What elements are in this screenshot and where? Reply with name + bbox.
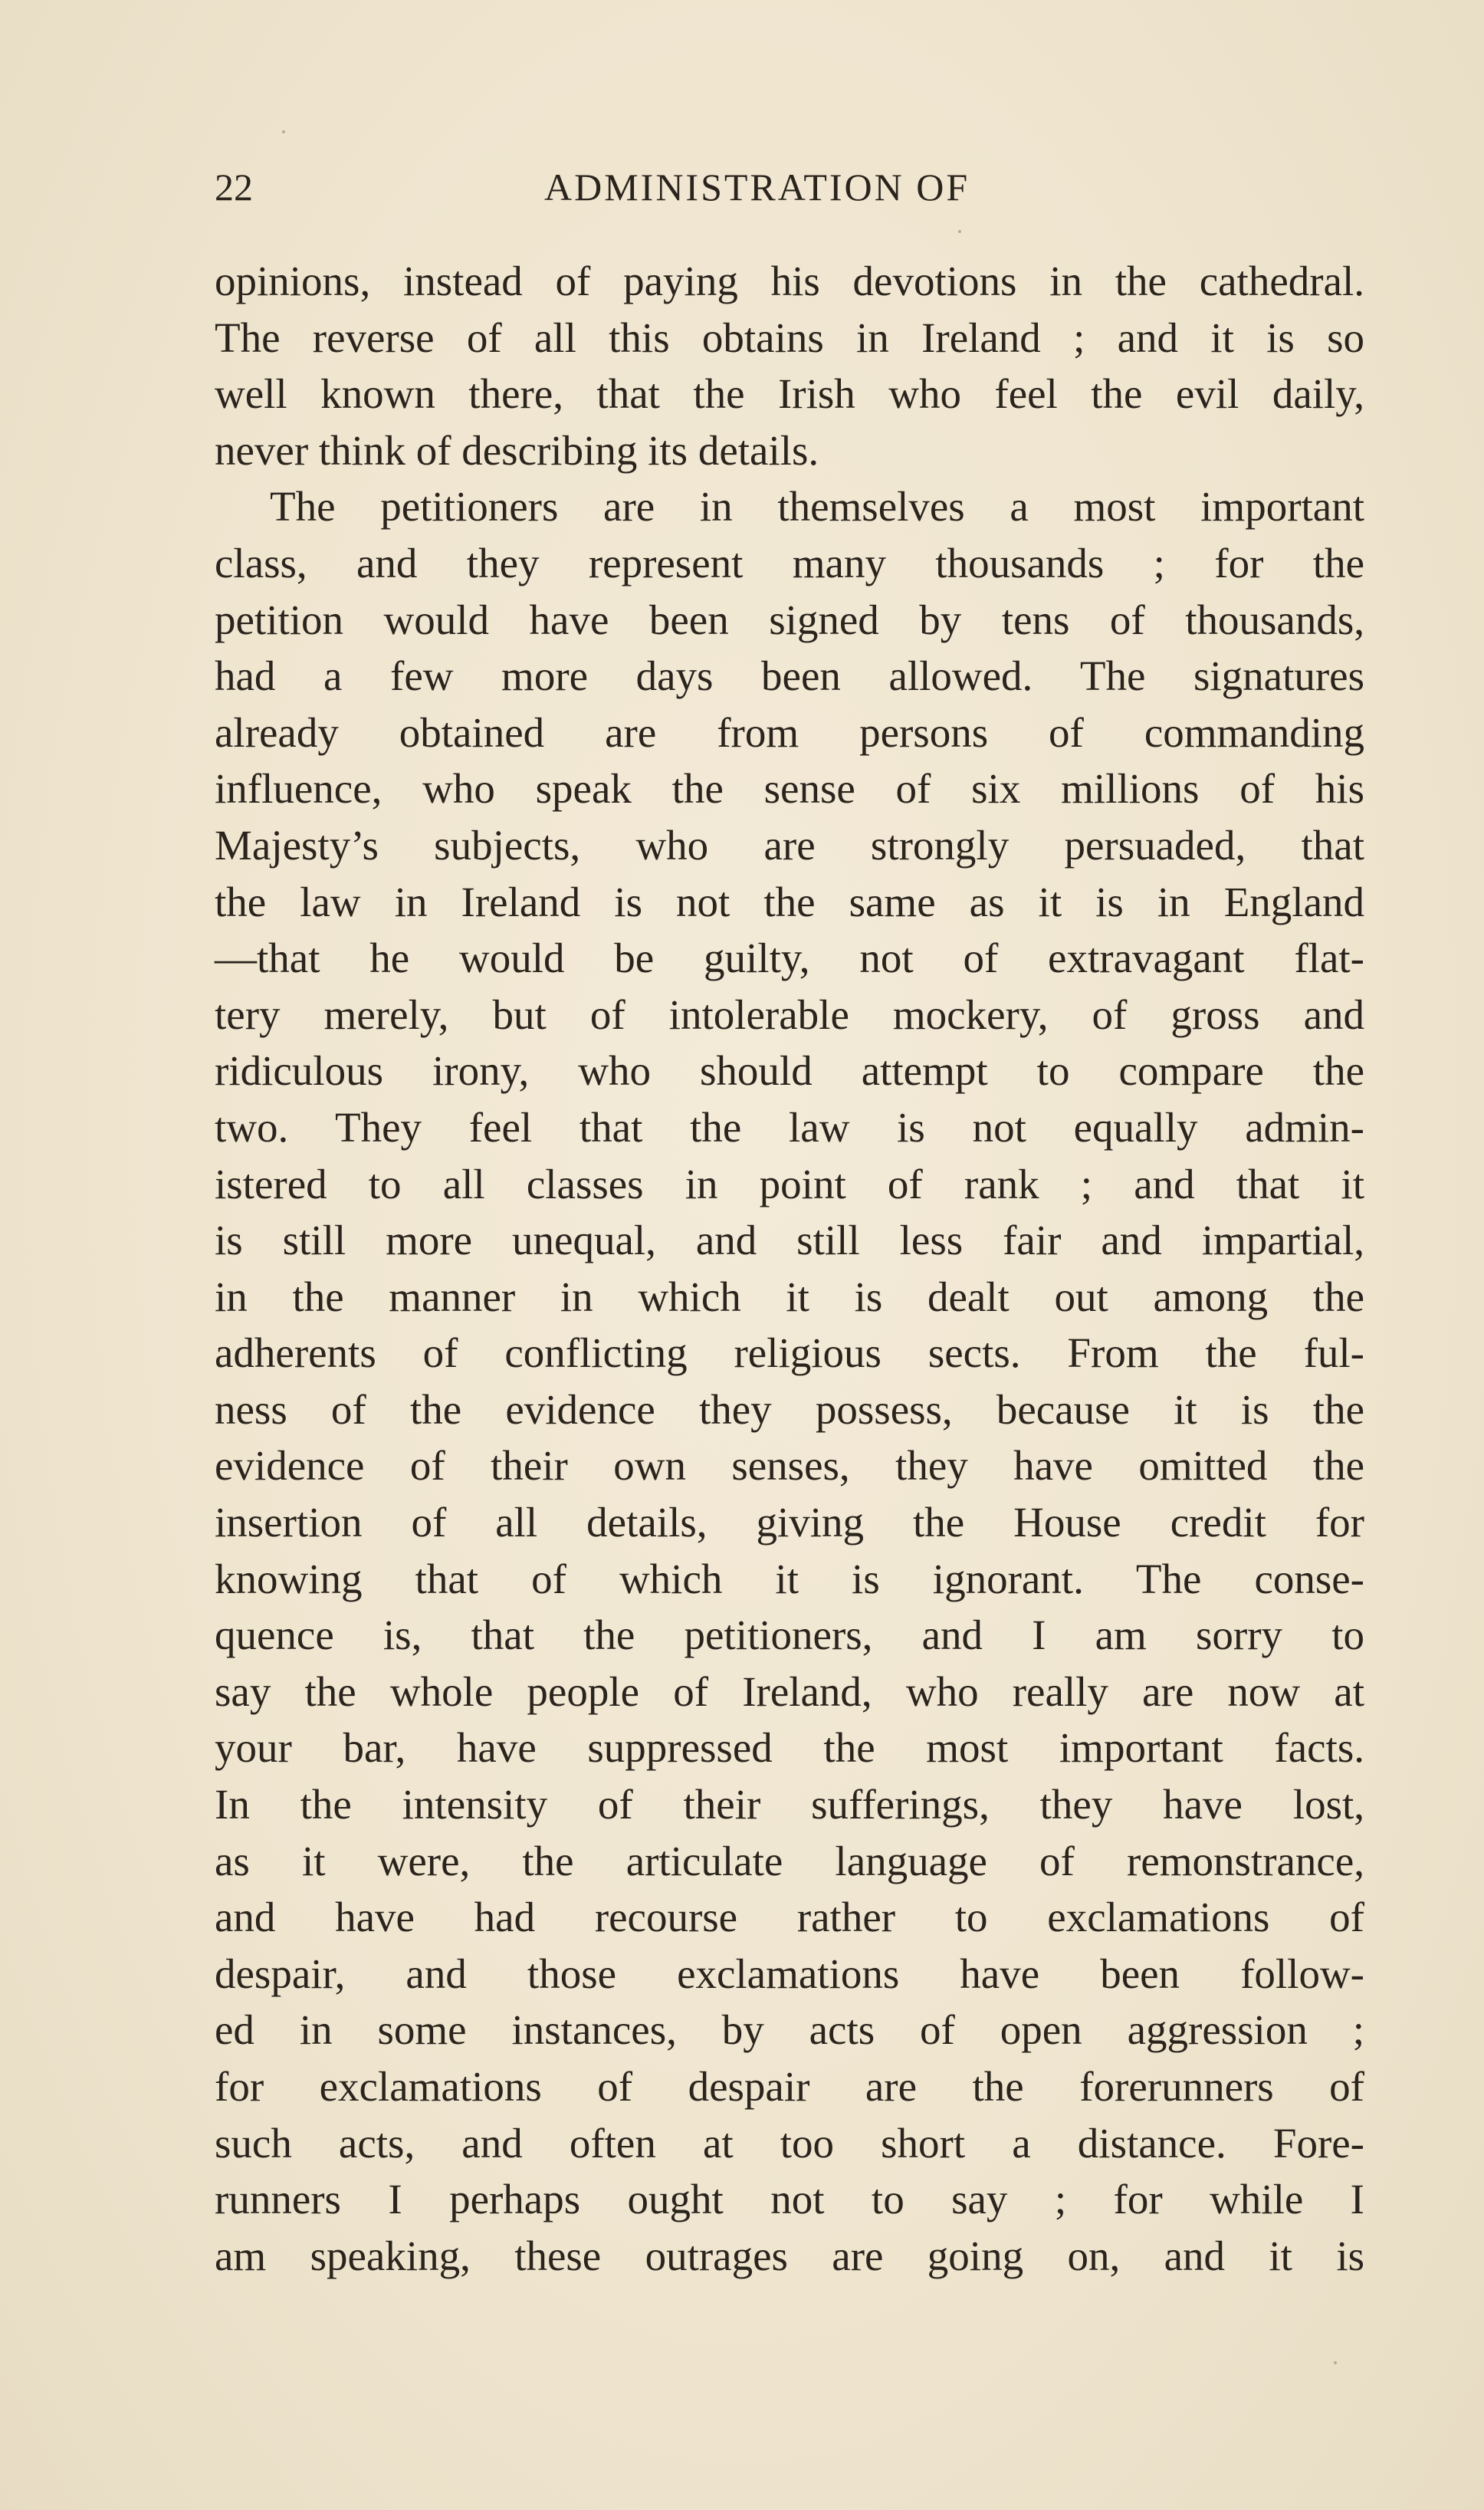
text-line: am speaking, these outrages are going on, and it is xyxy=(215,2232,1364,2279)
text-line: well known there, that the Irish who feel the evil daily, xyxy=(215,370,1364,418)
text-line: say the whole people of Ireland, who really are now at xyxy=(215,1667,1364,1715)
text-line: your bar, have suppressed the most important facts. xyxy=(215,1724,1364,1772)
text-line: runners I perhaps ought not to say ; for while I xyxy=(215,2176,1364,2223)
text-line: already obtained are from persons of commanding xyxy=(215,708,1364,756)
text-line: The petitioners are in themselves a most important xyxy=(270,483,1364,531)
text-line: for exclamations of despair are the forerunners of xyxy=(215,2063,1364,2110)
text-line: despair, and those exclamations have been follow- xyxy=(215,1950,1364,1997)
text-line: In the intensity of their sufferings, they have lost, xyxy=(215,1781,1364,1828)
text-line: istered to all classes in point of rank ; and that it xyxy=(215,1160,1364,1207)
paper-speck xyxy=(282,130,285,133)
text-line: adherents of conflicting religious sects. From the ful- xyxy=(215,1329,1364,1377)
text-line: two. They feel that the law is not equally admin- xyxy=(215,1103,1364,1151)
text-line: is still more unequal, and still less fair and impartial, xyxy=(215,1217,1364,1264)
text-line: opinions, instead of paying his devotions in the cathedral. xyxy=(215,258,1364,304)
paper-speck xyxy=(1334,2361,1337,2364)
text-line: had a few more days been allowed. The signatures xyxy=(215,652,1364,700)
paper-speck xyxy=(958,230,961,233)
text-line: quence is, that the petitioners, and I am sorry to xyxy=(215,1611,1364,1659)
text-line: evidence of their own senses, they have omitted the xyxy=(215,1442,1364,1490)
text-line: ridiculous irony, who should attempt to compare the xyxy=(215,1047,1364,1095)
text-line: as it were, the articulate language of remonstrance, xyxy=(215,1837,1364,1884)
text-line: influence, who speak the sense of six millions of his xyxy=(215,765,1364,813)
body-text xyxy=(215,253,1364,2284)
text-line: —that he would be guilty, not of extravagant flat- xyxy=(215,935,1364,982)
text-line: The reverse of all this obtains in Ireland ; and it is so xyxy=(215,314,1364,361)
text-line: Majesty’s subjects, who are strongly persuaded, that xyxy=(215,821,1364,869)
page-header xyxy=(215,165,1364,226)
text-line: such acts, and often at too short a distance. Fore- xyxy=(215,2119,1364,2167)
text-line: and have had recourse rather to exclamations of xyxy=(215,1894,1364,1941)
text-line: class, and they represent many thousands ; for the xyxy=(215,539,1364,586)
page-number: 22 xyxy=(215,166,253,209)
text-line: ness of the evidence they possess, because it is the xyxy=(215,1385,1364,1433)
text-line: in the manner in which it is dealt out among the xyxy=(215,1273,1364,1320)
text-line: petition would have been signed by tens of thousands, xyxy=(215,596,1364,643)
text-line: knowing that of which it is ignorant. The conse- xyxy=(215,1555,1364,1602)
text-line: never think of describing its details. xyxy=(215,426,819,474)
text-line: the law in Ireland is not the same as it is in England xyxy=(215,878,1364,925)
running-head: ADMINISTRATION OF xyxy=(544,166,970,209)
text-line: insertion of all details, giving the House credit for xyxy=(215,1499,1364,1546)
text-line: tery merely, but of intolerable mockery, of gross and xyxy=(215,991,1364,1038)
text-line: ed in some instances, by acts of open aggression ; xyxy=(215,2006,1364,2054)
